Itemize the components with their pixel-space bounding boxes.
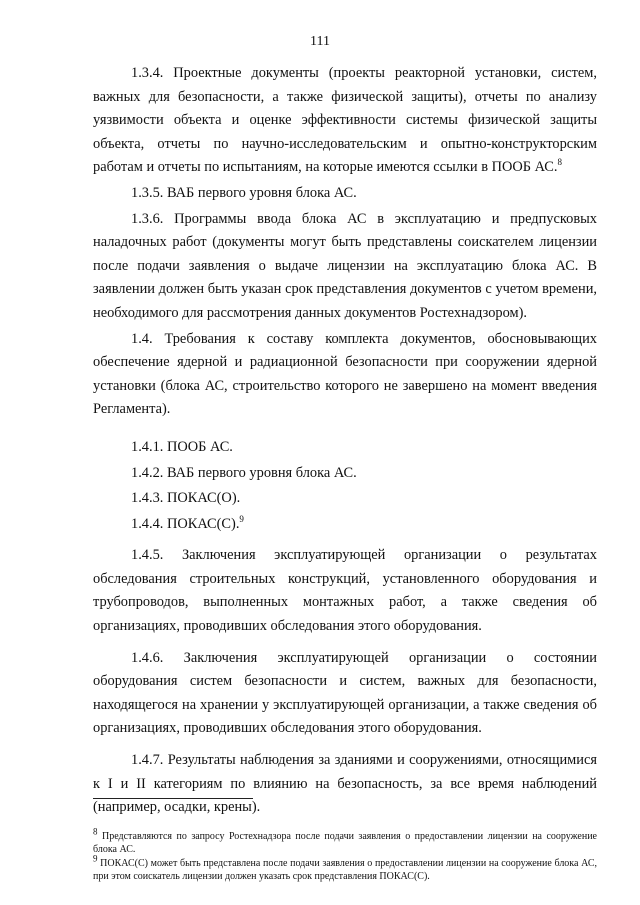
paragraph-1-4-7: 1.4.7. Результаты наблюдения за зданиями и сооружениями, относящимися к I и II категориям по влиянию на безопасность, за все время наблюдений (например, осадки, крены). bbox=[93, 752, 597, 816]
footnote-9 bbox=[93, 853, 598, 883]
paragraph-text: 1.4.4. ПОКАС(С). bbox=[131, 515, 240, 532]
footnote-text: Представляются по запросу Ростехнадзора после подачи заявления о предоставлении лицензии на сооружение блока АС. bbox=[93, 831, 597, 855]
footnotes bbox=[93, 826, 598, 884]
footnote-ref: 9 bbox=[239, 513, 244, 524]
footnote-mark: 9 bbox=[93, 853, 98, 864]
paragraph-1-4-2: 1.4.2. ВАБ первого уровня блока АС. bbox=[131, 464, 357, 481]
paragraph-1-3-6: 1.3.6. Программы ввода блока АС в эксплуатацию и предпусковых наладочных работ (документы могут быть представлены соискателем лицензии после подачи заявления о выдаче лицензии на эксплуатацию блока АС. В заявлении должен быть указан срок представления документов с учетом времени, необходимого для рассмотрения данных документов Ростехнадзором). bbox=[93, 210, 597, 321]
paragraph-text: 1.3.4. Проектные документы (проекты реакторной установки, систем, важных для безопасности, а также физической защиты), отчеты по анализу уязвимости объекта и оценке эффективности системы физической защиты объекта, отчеты по научно-исследовательским и опытно-конструкторским работам и отчеты по испытаниям, на которые имеются ссылки в ПООБ АС. bbox=[93, 65, 597, 176]
footnote-text: ПОКАС(С) может быть представлена после подачи заявления о предоставлении лицензии на сооружение блока АС, при этом соискатель лицензии должен указать срок представления ПОКАС(С). bbox=[93, 858, 598, 882]
paragraph-1-4-3: 1.4.3. ПОКАС(О). bbox=[131, 490, 241, 507]
footnote-8 bbox=[93, 826, 597, 856]
document-body bbox=[93, 62, 597, 820]
paragraph-1-3-5: 1.3.5. ВАБ первого уровня блока АС. bbox=[131, 184, 357, 201]
paragraph-1-4: 1.4. Требования к составу комплекта документов, обосновывающих обеспечение ядерной и радиационной безопасности при сооружении ядерной установки (блока АС, строительство которого не завершено на момент введения Регламента). bbox=[93, 330, 597, 418]
paragraph-1-4-4 bbox=[93, 513, 597, 537]
footnote-mark: 8 bbox=[93, 826, 98, 837]
paragraph-1-4-1: 1.4.1. ПООБ АС. bbox=[131, 438, 233, 455]
paragraph-1-4-5: 1.4.5. Заключения эксплуатирующей организации о результатах обследования строительных конструкций, установленного оборудования и трубопроводов, выполненных монтажных работ, а также сведения об организациях, проводивших обследования этого оборудования. bbox=[93, 547, 597, 635]
paragraph-1-3-4 bbox=[93, 62, 597, 180]
page-number: 111 bbox=[310, 34, 330, 49]
paragraph-1-4-6: 1.4.6. Заключения эксплуатирующей организации о состоянии оборудования систем безопасности и систем, важных для безопасности, находящегося на хранении у эксплуатирующей организации, а также сведения об организациях, проводивших обследования этого оборудования. bbox=[93, 649, 597, 737]
footnote-separator bbox=[93, 798, 253, 799]
footnote-ref: 8 bbox=[557, 157, 563, 168]
